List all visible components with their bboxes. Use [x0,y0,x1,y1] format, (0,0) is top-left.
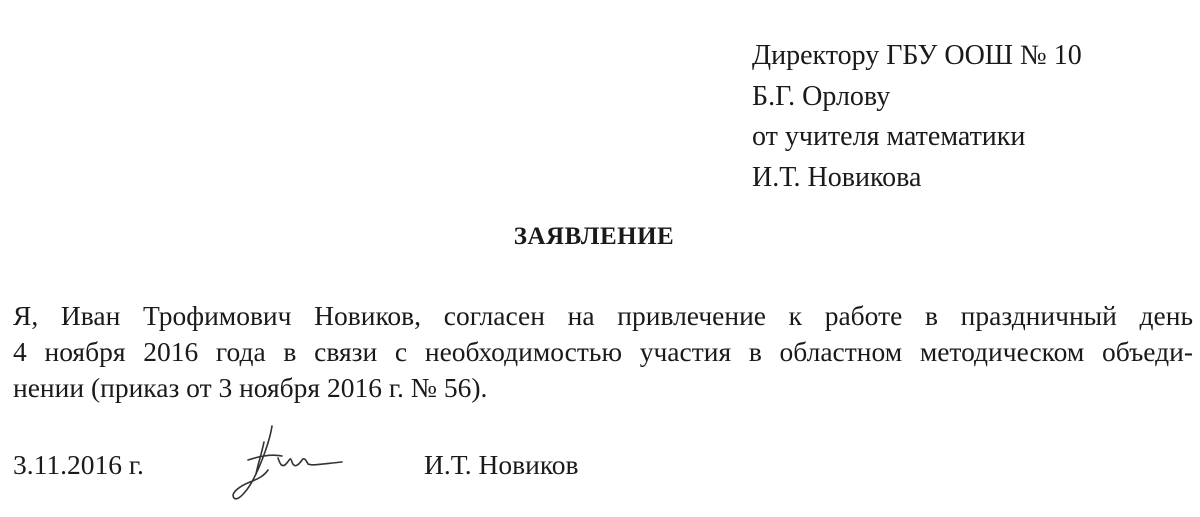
body-line-3: нении (приказ от 3 ноября 2016 г. № 56). [13,372,488,403]
document-body [13,298,1193,406]
addressee-line-director: Директору ГБУ ООШ № 10 [752,40,1082,71]
addressee-block [752,36,1082,198]
body-line-2: 4 ноября 2016 года в связи с необходимостью участия в областном методическом объеди- [13,336,1193,367]
document-title: ЗАЯВЛЕНИЕ [513,223,675,250]
addressee-line-from: от учителя математики [752,121,1026,152]
signer-name: И.Т. Новиков [424,449,579,480]
addressee-line-sender: И.Т. Новикова [752,161,922,193]
addressee-line-name: Б.Г. Орлову [752,80,891,112]
body-line-1: Я, Иван Трофимович Новиков, согласен на привлечение к работе в праздничный день [13,300,1193,331]
document-date: 3.11.2016 г. [13,449,144,480]
handwritten-signature [226,420,351,510]
